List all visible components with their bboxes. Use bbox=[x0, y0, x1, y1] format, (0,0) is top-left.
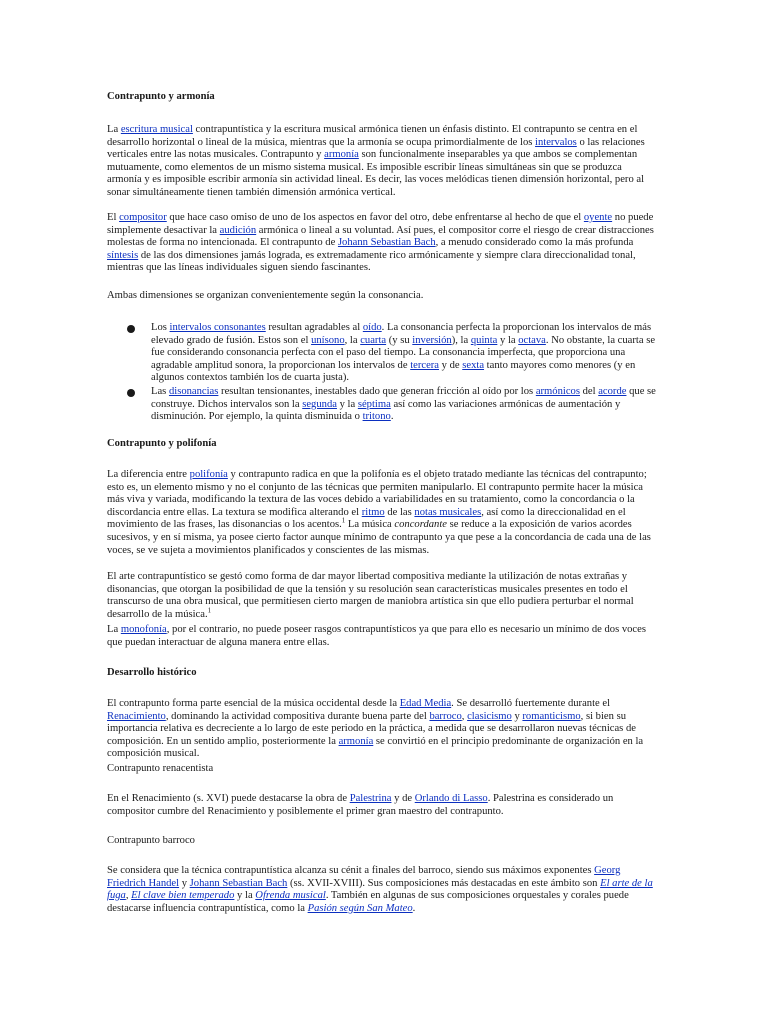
link-septima[interactable]: séptima bbox=[357, 398, 391, 410]
link-ritmo[interactable]: ritmo bbox=[361, 506, 385, 518]
link-sexta[interactable]: sexta bbox=[462, 359, 485, 371]
link-intervalos[interactable]: intervalos bbox=[535, 136, 577, 148]
link-cuarta[interactable]: cuarta bbox=[360, 334, 387, 346]
bullet-icon bbox=[127, 325, 135, 333]
link-inversion[interactable]: inversión bbox=[412, 334, 452, 346]
paragraph-1: La escritura musical contrapuntística y la escritura musical armónica tienen un énfasis distinto. El contrapunto se centra en el desarrollo horizontal o lineal de la música, mientras que la armonía se ocupa primordialmente de los intervalos o las relaciones verticales entre las notas musicales. Contrapunto y armonía son funcionalmente inseparables ya que ambos se complementan mutuamente, como elementos de un mismo sistema musical. Es imposible escribir líneas simultáneas sin que se produzca armonía y es imposible escribir armonía sin actividad lineal. Es decir, las voces melódicas tienen dimensión horizontal, pero al sonar simultáneamente tienen también dimensión armónica vertical. bbox=[107, 124, 645, 198]
paragraph-8: En el Renacimiento (s. XVI) puede destacarse la obra de Palestrina y de Orlando di Lasso. Palestrina es considerado un compositor cumbre del Renacimiento y posiblemente el primer gran maestro del contrapunto. bbox=[107, 793, 614, 817]
paragraph-3: Ambas dimensiones se organizan convenientemente según la consonancia. bbox=[107, 290, 424, 301]
paragraph-5: El arte contrapuntístico se gestó como forma de dar mayor libertad compositiva mediante la utilización de notas extrañas y disonancias, que otorgan la posibilidad de que la tensión y su resolución sean características musicales presentes en todo el transcurso de una obra musical, que permitiesen cierto margen de maniobra artística sin que ello pudiera perturbar el normal desarrollo de la música.$^1$ bbox=[107, 571, 634, 620]
bullet-icon bbox=[127, 389, 135, 397]
footnote-ref[interactable]: 1 bbox=[341, 516, 346, 525]
subheading-barroco: Contrapunto barroco bbox=[107, 835, 195, 846]
link-polifonia[interactable]: polifonía bbox=[189, 469, 228, 480]
link-disonancias[interactable]: disonancias bbox=[168, 386, 219, 397]
link-monofonia[interactable]: monofonía bbox=[120, 624, 167, 635]
list-item-disonancias: Las disonancias resultan tensionantes, inestables dado que generan fricción al oído por los armónicos del acorde que se construye. Dichos intervalos son la segunda y la séptima así como las variaciones armónicas de aumentación y disminución. Por ejemplo, la quinta disminuida o tritono. bbox=[151, 386, 656, 423]
link-edad-media[interactable]: Edad Media bbox=[399, 698, 452, 709]
paragraph-7: El contrapunto forma parte esencial de la música occidental desde la Edad Media. Se desarrolló fuertemente durante el Renacimiento, dominando la actividad compositiva durante buena parte del barroco, clasicismo y romanticismo, si bien su importancia relativa es decreciente a lo largo de este periodo en la práctica, a medida que se desarrollaron nuevas técnicas de composición. En un sentido amplio, posteriormente la armonía se convirtió en el principio predominante de organización en la composición musical. bbox=[107, 698, 644, 760]
heading-contrapunto-polifonia: Contrapunto y polifonía bbox=[107, 438, 217, 449]
link-audicion[interactable]: audición bbox=[219, 224, 257, 236]
link-barroco[interactable]: barroco bbox=[429, 710, 462, 722]
link-armonia[interactable]: armonía bbox=[324, 149, 359, 161]
paragraph-9: Se considera que la técnica contrapuntística alcanza su cénit a finales del barroco, siendo sus máximos exponentes Georg Friedrich Handel y Johann Sebastian Bach (ss. XVII-XVIII). Sus composiciones más destacadas en este ámbito son El arte de la fuga, El clave bien temperado y la Ofrenda musical. También en algunas de sus composiciones orquestales y corales puede destacarse influencia contrapuntística, como la Pasión según San Mateo. bbox=[107, 865, 653, 914]
heading-contrapunto-armonia: Contrapunto y armonía bbox=[107, 91, 215, 102]
heading-desarrollo-historico: Desarrollo histórico bbox=[107, 667, 197, 678]
link-johann-sebastian-bach[interactable]: Johann Sebastian Bach bbox=[189, 877, 288, 889]
subheading-renacentista: Contrapunto renacentista bbox=[107, 763, 214, 774]
link-johann-sebastian-bach[interactable]: Johann Sebastian Bach bbox=[337, 237, 436, 249]
link-el-clave-bien-temperado[interactable]: El clave bien temperado bbox=[131, 890, 235, 902]
footnote-ref[interactable]: 1 bbox=[207, 606, 212, 615]
link-oido[interactable]: oído bbox=[362, 322, 382, 333]
paragraph-6: La monofonía, por el contrario, no puede poseer rasgos contrapuntísticos ya que para ello es necesario un mínimo de dos voces que puedan interactuar de alguna manera entre ellas. bbox=[107, 624, 646, 648]
link-renacimiento[interactable]: Renacimiento bbox=[107, 710, 166, 722]
link-acorde[interactable]: acorde bbox=[598, 386, 627, 397]
link-georg-friedrich-handel[interactable]: Georg Friedrich Handel bbox=[107, 865, 621, 889]
link-segunda[interactable]: segunda bbox=[302, 398, 337, 410]
link-compositor[interactable]: compositor bbox=[119, 212, 167, 223]
link-armonicos[interactable]: armónicos bbox=[535, 386, 580, 397]
link-tercera[interactable]: tercera bbox=[410, 359, 439, 371]
link-orlando-di-lasso[interactable]: Orlando di Lasso bbox=[414, 793, 488, 804]
emphasis-text: concordante bbox=[394, 519, 447, 531]
link-unisono[interactable]: unísono bbox=[311, 334, 345, 346]
list-item-consonantes: Los intervalos consonantes resultan agradables al oído. La consonancia perfecta la proporcionan los intervalos de más elevado grado de fusión. Estos son el unísono, la cuarta (y su inversión), la quinta y la octava. No obstante, la cuarta se fue considerando consonancia perfecta con el paso del tiempo. La consonancia imperfecta, que proporciona una agradable amplitud sonora, la proporcionan los intervalos de tercera y de sexta tanto mayores como menores (y en algunos contextos también los de cuarta justa). bbox=[151, 322, 656, 384]
link-tritono[interactable]: tritono bbox=[362, 411, 391, 423]
link-oyente[interactable]: oyente bbox=[583, 212, 613, 223]
link-pasion-segun-san-mateo[interactable]: Pasión según San Mateo bbox=[307, 902, 413, 914]
link-octava[interactable]: octava bbox=[518, 334, 546, 346]
link-notas-musicales[interactable]: notas musicales bbox=[414, 506, 482, 518]
link-intervalos-consonantes[interactable]: intervalos consonantes bbox=[169, 322, 266, 333]
link-escritura-musical[interactable]: escritura musical bbox=[120, 124, 193, 135]
link-ofrenda-musical[interactable]: Ofrenda musical bbox=[255, 890, 326, 902]
link-el-arte-de-la-fuga[interactable]: El arte de la fuga bbox=[107, 877, 653, 902]
paragraph-2: El compositor que hace caso omiso de uno de los aspectos en favor del otro, debe enfrentarse al hecho de que el oyente no puede simplemente desactivar la audición armónica o lineal a su voluntad. Así pues, el compositor corre el riesgo de crear distracciones molestas de forma no intencionada. El contrapunto de Johann Sebastian Bach, a menudo considerado como la más profunda síntesis de las dos dimensiones jamás lograda, es extremadamente rico armónicamente y siempre clara direccionalidad tonal, mientras que las líneas individuales siguen siendo fascinantes. bbox=[107, 212, 654, 274]
link-clasicismo[interactable]: clasicismo bbox=[467, 710, 512, 722]
link-romanticismo[interactable]: romanticismo bbox=[522, 710, 581, 722]
link-palestrina[interactable]: Palestrina bbox=[349, 793, 392, 804]
link-armonia[interactable]: armonía bbox=[338, 735, 374, 747]
paragraph-4: La diferencia entre polifonía y contrapunto radica en que la polifonía es el objeto tratado mediante las técnicas del contrapunto; esto es, un elemento mismo y no el conjunto de las técnicas que permiten manipularlo. El contrapunto permite hacer la música más viva y variada, modificando la textura de las voces debido a variabilidades en su tratamiento, como la concordancia o la discordancia entre ellas. La textura se modifica alterando el ritmo de las notas musicales, así como la direccionalidad en el movimiento de las frases, las disonancias o los acentos.$^1$ La música concordante se reduce a la exposición de varios acordes sucesivos, y en sí misma, ya posee cierto factor aunque mínimo de contrapunto ya que pese a la concordancia de cada una de las voces, se ve sujeta a movimientos planificados y conscientes de las mismas. bbox=[107, 469, 651, 556]
link-sintesis[interactable]: síntesis bbox=[107, 249, 139, 261]
link-quinta[interactable]: quinta bbox=[470, 334, 498, 346]
